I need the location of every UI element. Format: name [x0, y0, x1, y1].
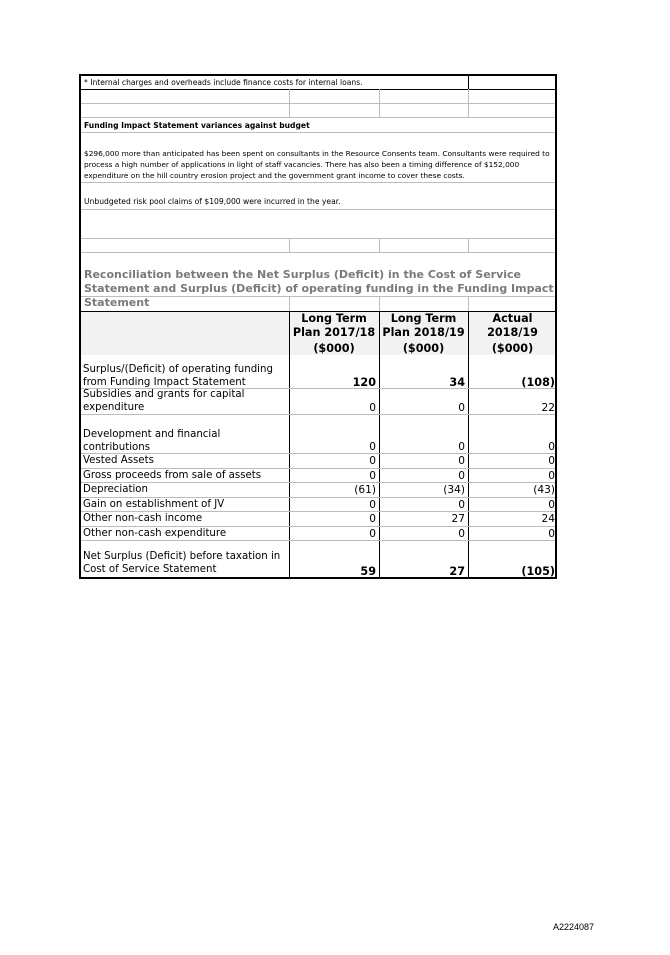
value-cell: 0 — [369, 499, 376, 511]
column-header-actual-2018-19 — [468, 312, 557, 355]
row-label: Subsidies and grants for capital — [83, 389, 245, 400]
value-cell: 22 — [541, 402, 555, 414]
value-cell: 0 — [369, 402, 376, 414]
value-cell: 59 — [360, 565, 376, 578]
variances-heading: Funding Impact Statement variances against budget — [84, 121, 310, 130]
row-label: Other non-cash income — [83, 513, 203, 524]
col-divider — [468, 76, 469, 89]
row-divider — [81, 182, 555, 183]
value-cell: (105) — [521, 565, 555, 578]
row-label: Development and financial — [83, 429, 221, 440]
row-divider — [81, 117, 555, 118]
value-cell: (34) — [443, 484, 465, 496]
row-label: expenditure — [83, 402, 145, 413]
column-header-ltp-2017-18 — [289, 312, 379, 355]
value-cell: 27 — [451, 513, 465, 525]
col-divider — [289, 238, 290, 252]
value-cell: 0 — [458, 455, 465, 467]
row-label: Surplus/(Deficit) of operating funding — [83, 364, 273, 375]
column-header-line: Long Term — [390, 312, 457, 325]
document-id: A2224087 — [553, 922, 595, 932]
reconciliation-title: Reconciliation between the Net Surplus (Deficit) in the Cost of Service Statement and Surplus (Deficit) of operating funding in the Funding Impact Statement — [84, 268, 554, 309]
column-header-line: Actual — [492, 312, 533, 325]
value-cell: 0 — [458, 499, 465, 511]
row-divider — [81, 103, 555, 104]
col-divider — [468, 89, 469, 117]
value-cell: 0 — [548, 499, 555, 511]
col-divider — [289, 89, 290, 117]
column-header-ltp-2018-19 — [379, 312, 468, 355]
value-cell: (108) — [521, 376, 555, 389]
value-cell: (43) — [533, 484, 555, 496]
col-divider — [379, 89, 380, 117]
value-cell: 0 — [548, 470, 555, 482]
value-cell: 0 — [548, 528, 555, 540]
value-cell: 120 — [352, 376, 376, 389]
value-cell: 0 — [458, 441, 465, 453]
value-cell: 27 — [449, 565, 465, 578]
row-divider — [81, 238, 555, 239]
value-cell: 0 — [548, 441, 555, 453]
value-cell: 0 — [369, 528, 376, 540]
row-divider — [81, 89, 555, 90]
row-label: Cost of Service Statement — [83, 564, 217, 575]
row-label: Gross proceeds from sale of assets — [83, 470, 262, 481]
risk-pool-note: Unbudgeted risk pool claims of $109,000 were incurred in the year. — [84, 197, 341, 206]
row-label: Depreciation — [83, 484, 148, 495]
value-cell: (61) — [354, 484, 376, 496]
col-divider — [379, 238, 380, 252]
row-divider — [81, 209, 555, 210]
value-cell: 0 — [458, 470, 465, 482]
column-header-line: 2018/19 — [487, 325, 538, 339]
funding-statement-sheet — [79, 74, 557, 579]
value-cell: 0 — [458, 528, 465, 540]
value-cell: 34 — [449, 376, 465, 389]
row-label: contributions — [83, 442, 151, 453]
row-divider — [81, 132, 555, 133]
value-cell: 0 — [548, 455, 555, 467]
column-header-line: Plan 2018/19 — [382, 325, 465, 339]
column-header-unit: ($000) — [491, 342, 534, 355]
column-header-line: Plan 2017/18 — [292, 325, 376, 339]
variance-paragraph: $296,000 more than anticipated has been spent on consultants in the Resource Consents team. Consultants were required to process a high number of applications in light of staff vacancies. There has also been a timing difference of $152,000 expenditure on the hill country erosion project and the government grant income to cover these costs. — [84, 149, 550, 180]
value-cell: 0 — [369, 513, 376, 525]
column-header-unit: ($000) — [402, 342, 445, 355]
value-cell: 0 — [369, 441, 376, 453]
row-divider — [81, 252, 555, 253]
column-header-unit: ($000) — [313, 342, 355, 355]
row-label: Other non-cash expenditure — [83, 528, 227, 539]
value-cell: 0 — [369, 455, 376, 467]
internal-charges-note: * Internal charges and overheads include finance costs for internal loans. — [84, 78, 363, 87]
row-label: Gain on establishment of JV — [83, 499, 225, 510]
row-label: Net Surplus (Deficit) before taxation in — [83, 551, 281, 562]
row-label: from Funding Impact Statement — [83, 377, 246, 388]
col-divider — [468, 238, 469, 252]
value-cell: 0 — [369, 470, 376, 482]
column-header-line: Long Term — [301, 312, 367, 325]
row-label: Vested Assets — [83, 455, 154, 466]
value-cell: 24 — [541, 513, 555, 525]
value-cell: 0 — [458, 402, 465, 414]
